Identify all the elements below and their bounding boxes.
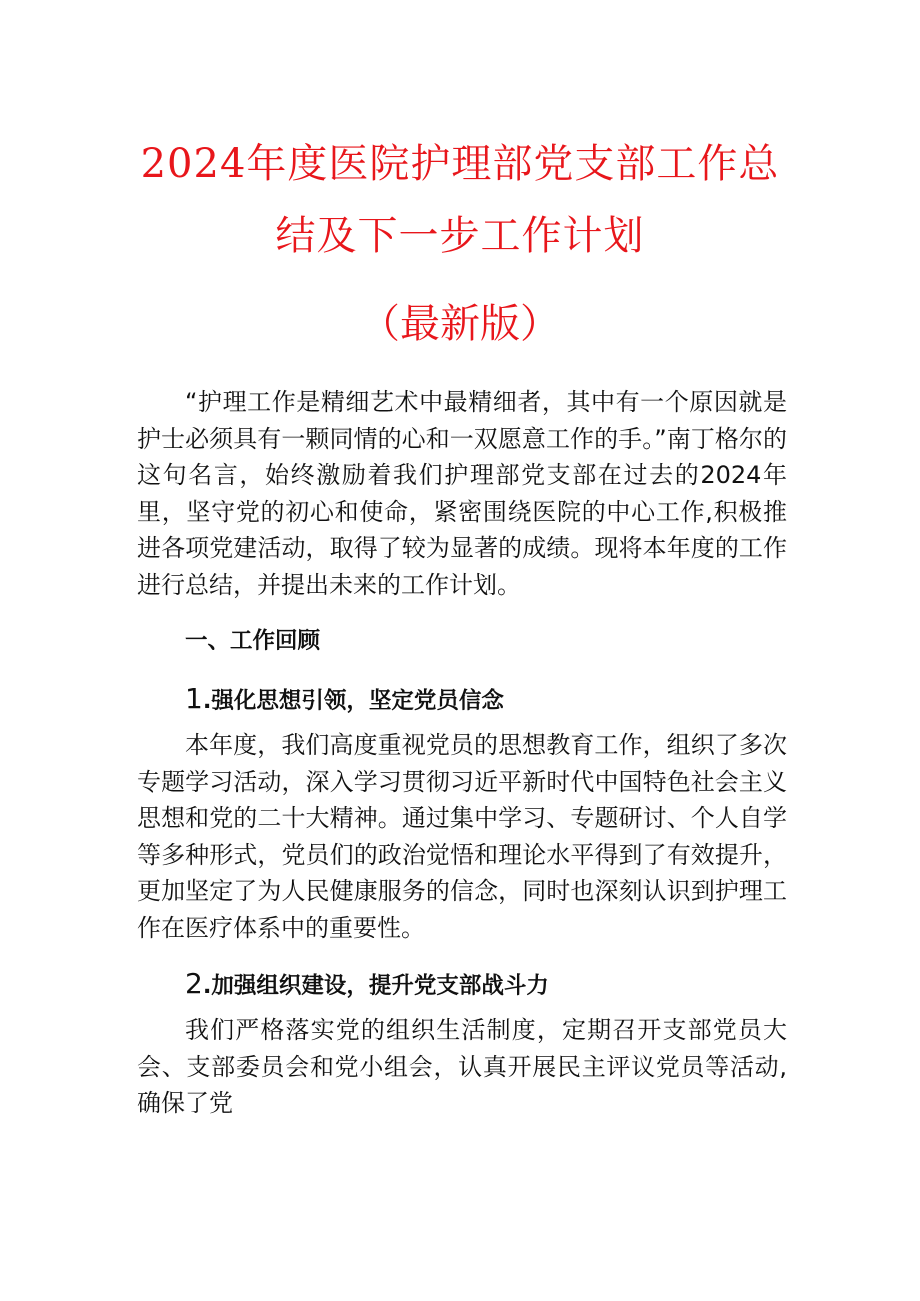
intro-paragraph: “护理工作是精细艺术中最精细者，其中有一个原因就是护士必须具有一颗同情的心和一双愿意工作的手。”南丁格尔的这句名言，始终激励着我们护理部党支部在过去的2024年里，坚守党的初心和使命，紧密围绕医院的中心工作,积极推进各项党建活动，取得了较为显著的成绩。现将本年度的工作进行总结，并提出未来的工作计划。 [137, 388, 787, 599]
title-line-2: 结及下一步工作计划 [275, 213, 645, 259]
subsection-heading-2 [137, 964, 787, 1006]
subsection-number-1: 1 [185, 682, 203, 715]
section-heading-review: 一、工作回顾 [185, 628, 321, 654]
subsection-title-1: .强化思想引领，坚定党员信念 [202, 688, 504, 714]
title-edition: （最新版） [360, 301, 560, 347]
subsection-number-2: 2 [185, 967, 203, 1000]
document-title [0, 128, 920, 360]
title-line-1: 2024年度医院护理部党支部工作总 [140, 141, 780, 187]
subsection-paragraph-2: 我们严格落实党的组织生活制度，定期召开支部党员大会、支部委员会和党小组会，认真开展民主评议党员等活动,确保了党 [137, 1016, 787, 1117]
document-body [137, 384, 787, 1122]
subsection-paragraph-1: 本年度，我们高度重视党员的思想教育工作，组织了多次专题学习活动，深入学习贯彻习近平新时代中国特色社会主义思想和党的二十大精神。通过集中学习、专题研讨、个人自学等多种形式，党员们的政治觉悟和理论水平得到了有效提升，更加坚定了为人民健康服务的信念，同时也深刻认识到护理工作在医疗体系中的重要性。 [137, 731, 787, 942]
subsection-heading-1 [137, 679, 787, 721]
subsection-title-2: .加强组织建设，提升党支部战斗力 [202, 973, 549, 999]
